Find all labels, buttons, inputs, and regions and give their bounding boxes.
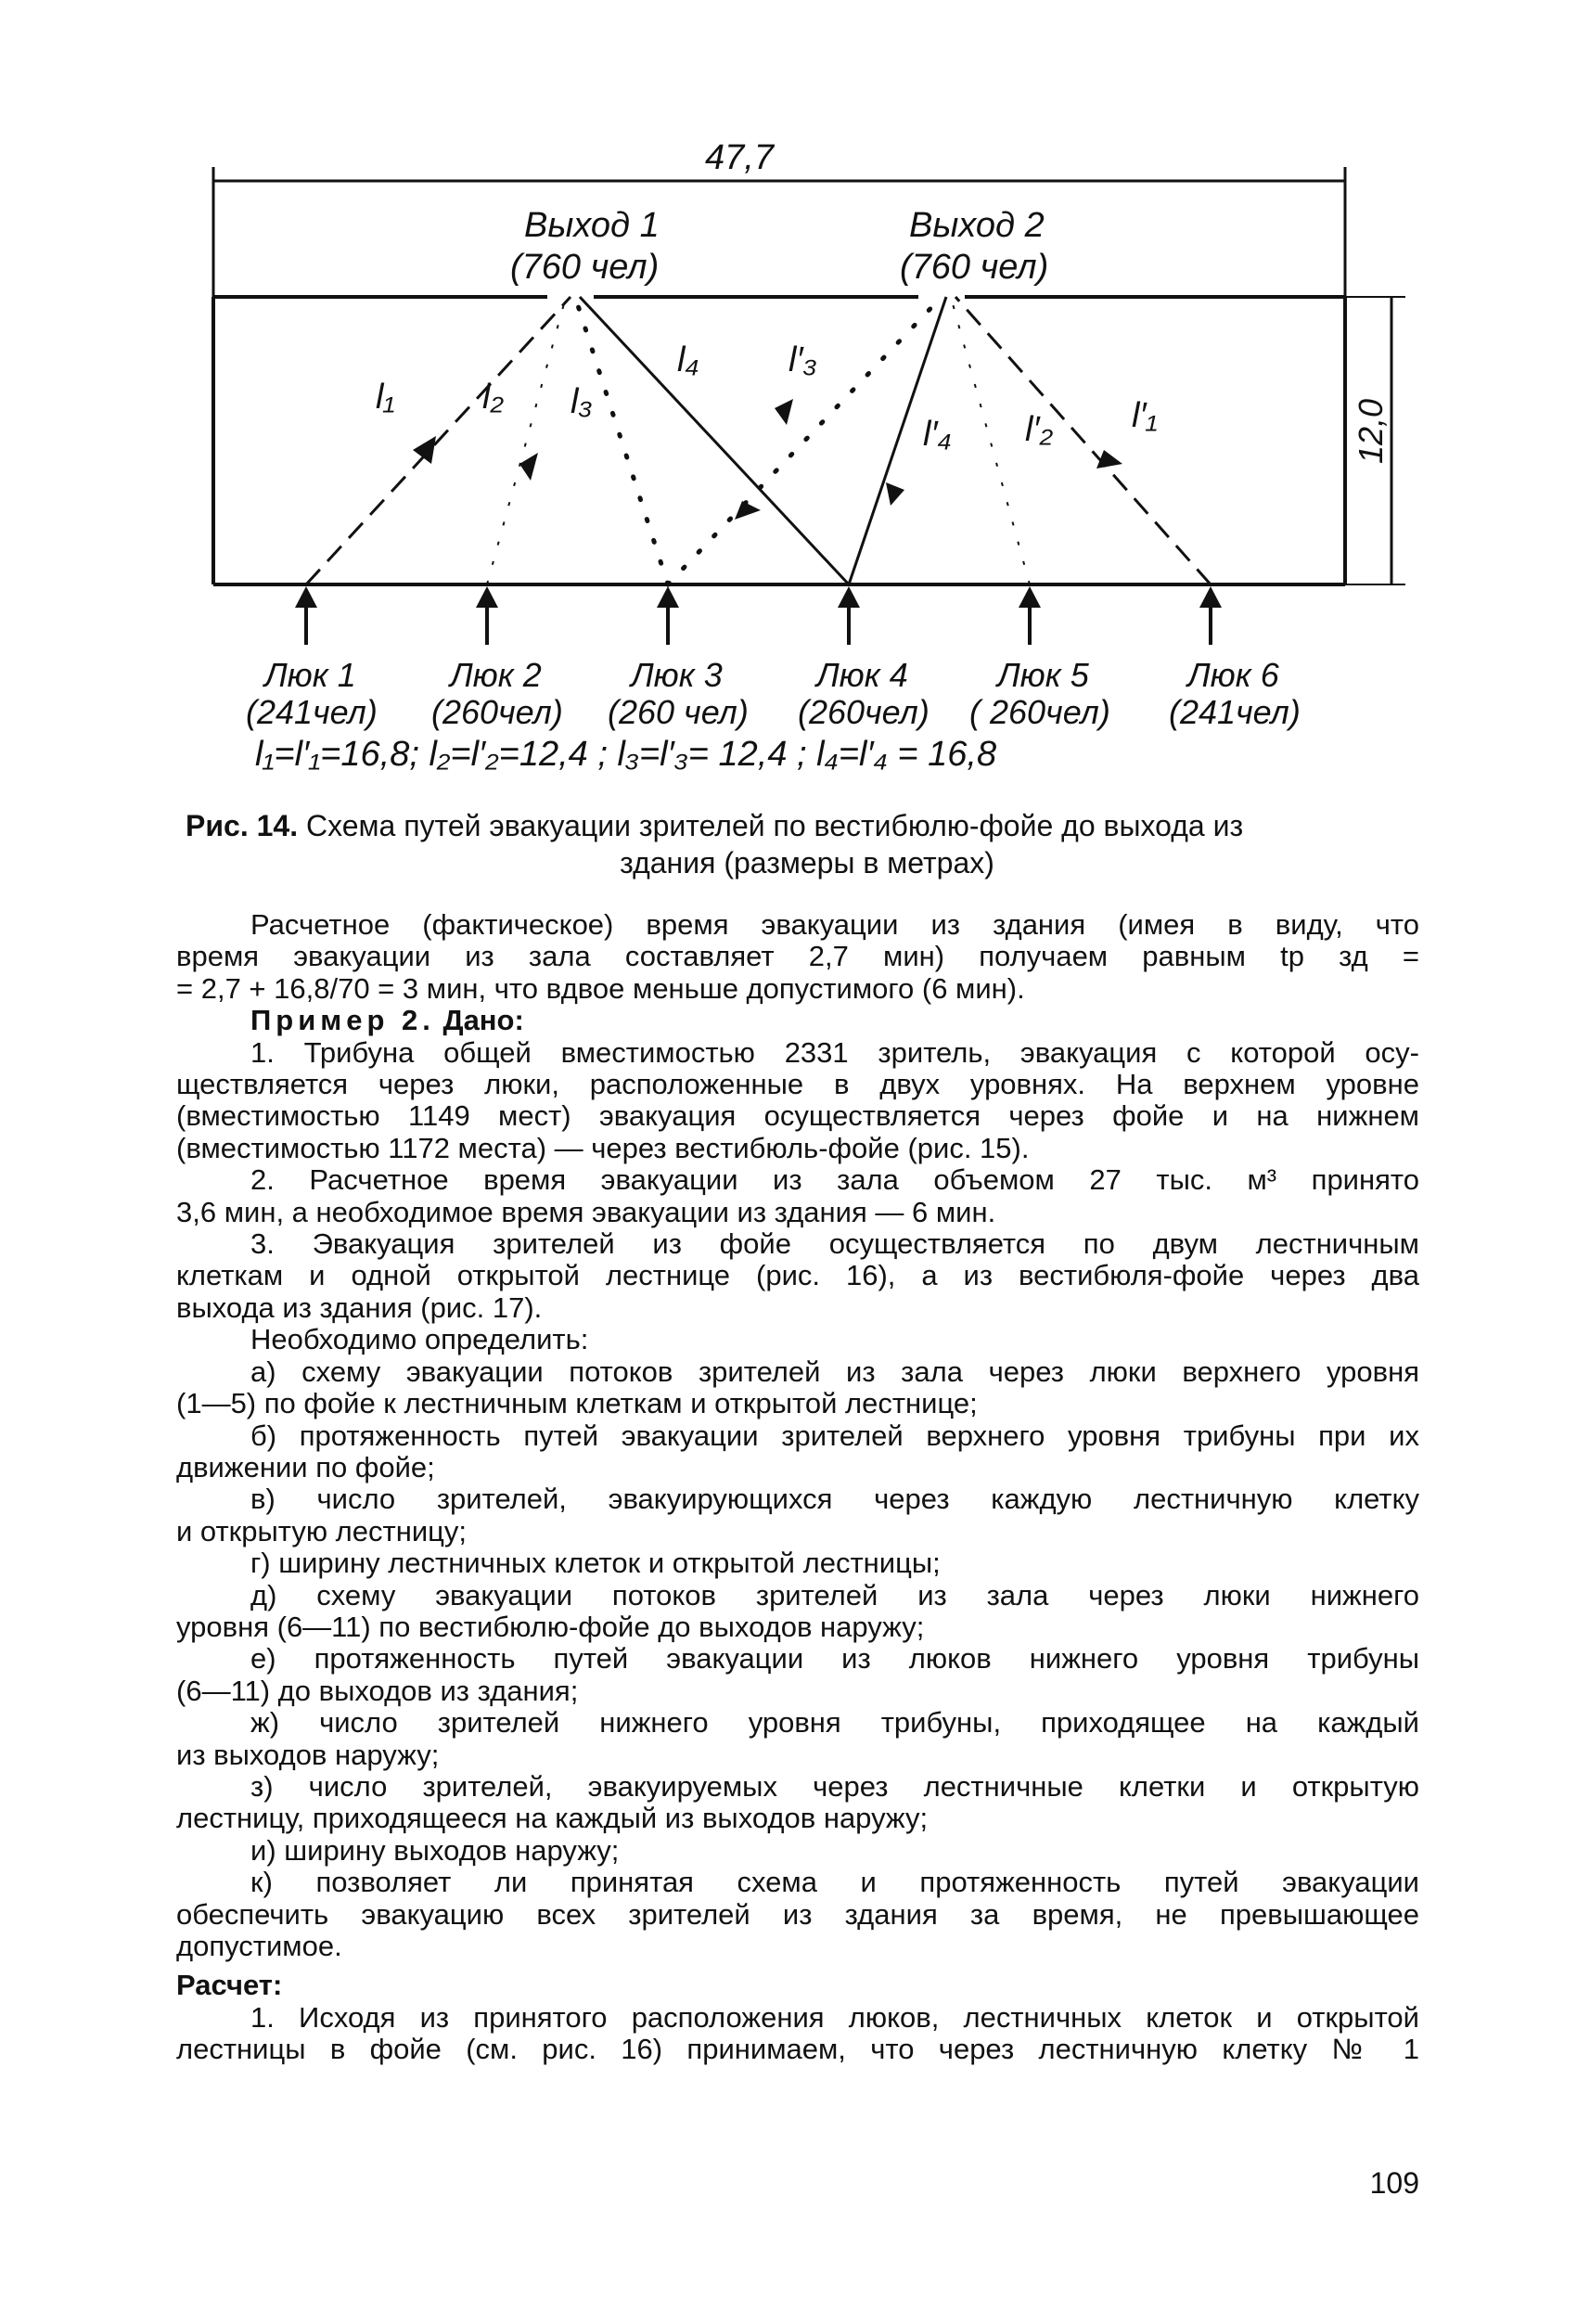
text-line: (6—11) до выходов из здания; bbox=[176, 1674, 579, 1707]
arrowhead-icon bbox=[1096, 450, 1122, 469]
hatch-6-people: (241чел) bbox=[1169, 693, 1301, 731]
text-line: к) позволяет ли принятая схема и протяженность путей эвакуации bbox=[250, 1866, 1419, 1899]
arrowhead-icon bbox=[519, 453, 538, 481]
hatch-arrows bbox=[295, 586, 1222, 645]
hatch-6-label: Люк 6 bbox=[1187, 656, 1279, 694]
path-l4-label: l₄ bbox=[677, 340, 699, 379]
hatch-2-people: (260чел) bbox=[431, 693, 563, 731]
text-line: е) протяженность путей эвакуации из люков нижнего уровня трибуны bbox=[250, 1642, 1419, 1676]
path-l2 bbox=[487, 297, 566, 584]
text-line: Необходимо определить: bbox=[250, 1323, 589, 1356]
path-lengths-formula: l₁=l′₁=16,8; l₂=l′₂=12,4 ; l₃=l′₃= 12,4 ; l₄=l′₄ = 16,8 bbox=[255, 735, 997, 774]
path-l1 bbox=[306, 297, 571, 584]
arrowhead-icon bbox=[886, 482, 904, 506]
path-l3-label: l₃ bbox=[571, 382, 593, 421]
example-heading bbox=[176, 1005, 1419, 1036]
text-line: д) схему эвакуации потоков зрителей из зала через люки нижнего bbox=[250, 1578, 1419, 1611]
width-dimension-label: 47,7 bbox=[705, 138, 774, 177]
text-line: обеспечить эвакуацию всех зрителей из здания за время, не превышающее bbox=[176, 1897, 1419, 1931]
caption-text-line1: Схема путей эвакуации зрителей по вестибюлю-фойе до выхода из bbox=[305, 809, 1244, 842]
text-line: г) ширину лестничных клеток и открытой лестницы; bbox=[250, 1547, 941, 1580]
text-line: ж) число зрителей нижнего уровня трибуны, приходящее на каждый bbox=[250, 1706, 1419, 1740]
arrowhead-icon bbox=[413, 436, 436, 464]
text-line: лестницу, приходящееся на каждый из выходов наружу; bbox=[176, 1802, 929, 1835]
calculation-heading: Расчет: bbox=[176, 1969, 283, 2002]
text-line: (вместимостью 1172 места) — через вестибюль-фойе (рис. 15). bbox=[176, 1131, 1030, 1164]
text-line: (вместимостью 1149 мест) эвакуация осуществляется через фойе и на нижнем bbox=[176, 1099, 1419, 1133]
text-line: допустимое. bbox=[176, 1930, 342, 1962]
text-line: и) ширину выходов наружу; bbox=[250, 1833, 620, 1867]
text-line: движении по фойе; bbox=[176, 1450, 435, 1483]
path-l3-prime-label: l′₃ bbox=[788, 340, 817, 379]
hatch-4-label: Люк 4 bbox=[816, 656, 908, 694]
text-line: из выходов наружу; bbox=[176, 1738, 440, 1771]
text-line: Расчетное (фактическое) время эвакуации из здания (имея в виду, что bbox=[250, 908, 1419, 941]
height-dimension-label: 12,0 bbox=[1352, 398, 1390, 464]
exit-2-label: Выход 2 bbox=[909, 206, 1045, 245]
text-line: лестницы в фойе (см. рис. 16) принимаем, что через лестничную клетку № 1 bbox=[176, 2033, 1419, 2066]
hatch-5-label: Люк 5 bbox=[997, 656, 1089, 694]
body-text bbox=[176, 909, 1419, 2066]
hatch-3-label: Люк 3 bbox=[631, 656, 723, 694]
path-l1-label: l₁ bbox=[376, 378, 395, 417]
text-line: в) число зрителей, эвакуирующихся через каждую лестничную клетку bbox=[250, 1483, 1419, 1516]
hatch-3-people: (260 чел) bbox=[608, 693, 749, 731]
hatch-1-label: Люк 1 bbox=[264, 656, 356, 694]
path-l2-label: l₂ bbox=[482, 378, 504, 417]
text-line: клеткам и одной открытой лестнице (рис. 16), а из вестибюля-фойе через два bbox=[176, 1259, 1419, 1292]
hatch-4-people: (260чел) bbox=[798, 693, 930, 731]
text-line: (1—5) по фойе к лестничным клеткам и открытой лестнице; bbox=[176, 1387, 978, 1420]
page-number: 109 bbox=[1369, 2166, 1419, 2200]
text-line: уровня (6—11) по вестибюлю-фойе до выходов наружу; bbox=[176, 1610, 925, 1643]
evacuation-scheme-figure bbox=[167, 130, 1410, 779]
exit-1-people: (760 чел) bbox=[510, 248, 660, 287]
path-l1-prime-label: l′₁ bbox=[1132, 396, 1158, 435]
hatch-2-label: Люк 2 bbox=[450, 656, 542, 694]
example-heading-label: Пример 2. bbox=[250, 1004, 435, 1037]
text-line: 3,6 мин, а необходимое время эвакуации из здания — 6 мин. bbox=[176, 1195, 996, 1228]
hatch-5-people: ( 260чел) bbox=[969, 693, 1110, 731]
text-line: а) схему эвакуации потоков зрителей из зала через люки верхнего уровня bbox=[250, 1355, 1419, 1388]
example-heading-given: Дано: bbox=[442, 1004, 524, 1037]
path-l2-prime bbox=[951, 297, 1030, 584]
text-line: 2. Расчетное время эвакуации из зала объемом 27 тыс. м³ принято bbox=[250, 1163, 1419, 1197]
path-l1-prime bbox=[955, 297, 1211, 584]
text-line: б) протяженность путей эвакуации зрителей верхнего уровня трибуны при их bbox=[250, 1419, 1419, 1452]
text-line: 3. Эвакуация зрителей из фойе осуществляется по двум лестничным bbox=[250, 1227, 1419, 1261]
caption-text-line2: здания (размеры в метрах) bbox=[620, 846, 994, 880]
text-line: = 2,7 + 16,8/70 = 3 мин, что вдвое меньше допустимого (6 мин). bbox=[176, 971, 1025, 1005]
exit-2-people: (760 чел) bbox=[900, 248, 1049, 287]
text-line: ществляется через люки, расположенные в двух уровнях. На верхнем уровне bbox=[176, 1068, 1419, 1101]
text-line: время эвакуации из зала составляет 2,7 мин) получаем равным tр зд = bbox=[176, 940, 1419, 973]
arrowhead-icon bbox=[735, 501, 761, 520]
hatch-1-people: (241чел) bbox=[246, 693, 378, 731]
figure-caption bbox=[186, 807, 1429, 881]
path-l4-prime-label: l′₄ bbox=[923, 415, 952, 454]
exit-1-label: Выход 1 bbox=[524, 206, 660, 245]
text-line: з) число зрителей, эвакуируемых через лестничные клетки и открытую bbox=[250, 1769, 1419, 1803]
text-line: выхода из здания (рис. 17). bbox=[176, 1290, 543, 1324]
path-l2-prime-label: l′₂ bbox=[1025, 410, 1054, 449]
caption-label: Рис. 14. bbox=[186, 809, 299, 842]
text-line: 1. Исходя из принятого расположения люков, лестничных клеток и открытой bbox=[250, 2000, 1419, 2034]
text-line: и открытую лестницу; bbox=[176, 1514, 468, 1547]
arrowhead-icon bbox=[775, 399, 793, 425]
text-line: 1. Трибуна общей вместимостью 2331 зритель, эвакуация с которой осу- bbox=[250, 1035, 1419, 1069]
